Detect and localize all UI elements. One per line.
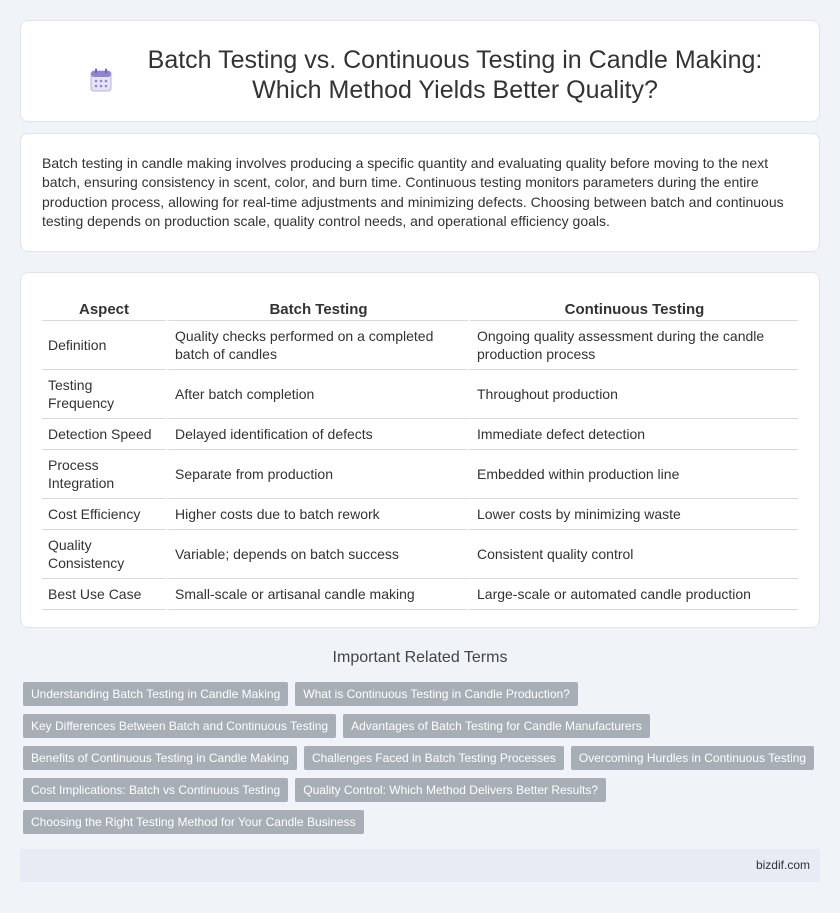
related-term-link[interactable]: Cost Implications: Batch vs Continuous Testing [23, 778, 288, 802]
table-cell-aspect: Quality Consistency [42, 530, 166, 579]
table-cell-aspect: Cost Efficiency [42, 499, 166, 530]
column-header-continuous-testing: Continuous Testing [468, 295, 798, 321]
related-terms-heading: Important Related Terms [332, 649, 508, 666]
table-cell-continuous: Consistent quality control [468, 530, 798, 579]
table-cell-aspect: Detection Speed [42, 419, 166, 450]
table-cell-continuous: Ongoing quality assessment during the candle production process [468, 321, 798, 370]
table-cell-continuous: Throughout production [468, 370, 798, 419]
related-term-link[interactable]: Choosing the Right Testing Method for Your Candle Business [23, 810, 364, 834]
table-cell-aspect: Process Integration [42, 450, 166, 499]
table-cell-continuous: Lower costs by minimizing waste [468, 499, 798, 530]
comparison-table [42, 295, 798, 610]
table-cell-batch: Separate from production [166, 450, 468, 499]
related-term-link[interactable]: Overcoming Hurdles in Continuous Testing [571, 746, 814, 770]
table-cell-batch: Small-scale or artisanal candle making [166, 579, 468, 610]
related-term-link[interactable]: Challenges Faced in Batch Testing Processes [304, 746, 564, 770]
related-term-link[interactable]: What is Continuous Testing in Candle Production? [295, 682, 578, 706]
table-row [42, 499, 798, 530]
related-term-link[interactable]: Understanding Batch Testing in Candle Making [23, 682, 288, 706]
column-header-batch-testing: Batch Testing [166, 295, 468, 321]
table-cell-continuous: Large-scale or automated candle production [468, 579, 798, 610]
table-cell-batch: After batch completion [166, 370, 468, 419]
table-row [42, 579, 798, 610]
table-cell-batch: Higher costs due to batch rework [166, 499, 468, 530]
related-terms-list [23, 682, 823, 842]
page-title: Batch Testing vs. Continuous Testing in Candle Making: Which Method Yields Better Quality? [147, 46, 763, 104]
title-card [20, 20, 820, 122]
table-row [42, 419, 798, 450]
table-row [42, 530, 798, 579]
related-term-link[interactable]: Benefits of Continuous Testing in Candle Making [23, 746, 297, 770]
table-cell-continuous: Immediate defect detection [468, 419, 798, 450]
column-header-aspect: Aspect [42, 295, 166, 321]
related-term-link[interactable]: Quality Control: Which Method Delivers Better Results? [295, 778, 606, 802]
table-cell-aspect: Definition [42, 321, 166, 370]
intro-card [20, 133, 820, 252]
calendar-grid-icon [90, 68, 112, 92]
table-cell-continuous: Embedded within production line [468, 450, 798, 499]
table-header-row [42, 295, 798, 321]
table-cell-aspect: Best Use Case [42, 579, 166, 610]
table-cell-aspect: Testing Frequency [42, 370, 166, 419]
table-row [42, 321, 798, 370]
related-term-link[interactable]: Key Differences Between Batch and Continuous Testing [23, 714, 336, 738]
footer-site-name[interactable]: bizdif.com [755, 858, 810, 872]
footer-bar [20, 849, 820, 882]
related-term-link[interactable]: Advantages of Batch Testing for Candle Manufacturers [343, 714, 650, 738]
comparison-table-card [20, 272, 820, 628]
table-cell-batch: Quality checks performed on a completed batch of candles [166, 321, 468, 370]
table-cell-batch: Delayed identification of defects [166, 419, 468, 450]
intro-paragraph: Batch testing in candle making involves producing a specific quantity and evaluating quality before moving to the next batch, ensuring consistency in scent, color, and burn time. Continuous testing monitors parameters during the entire production process, allowing for real-time adjustments and minimizing defects. Choosing between batch and continuous testing depends on production scale, quality control needs, and operational efficiency goals. [42, 155, 784, 230]
table-row [42, 370, 798, 419]
table-row [42, 450, 798, 499]
table-cell-batch: Variable; depends on batch success [166, 530, 468, 579]
